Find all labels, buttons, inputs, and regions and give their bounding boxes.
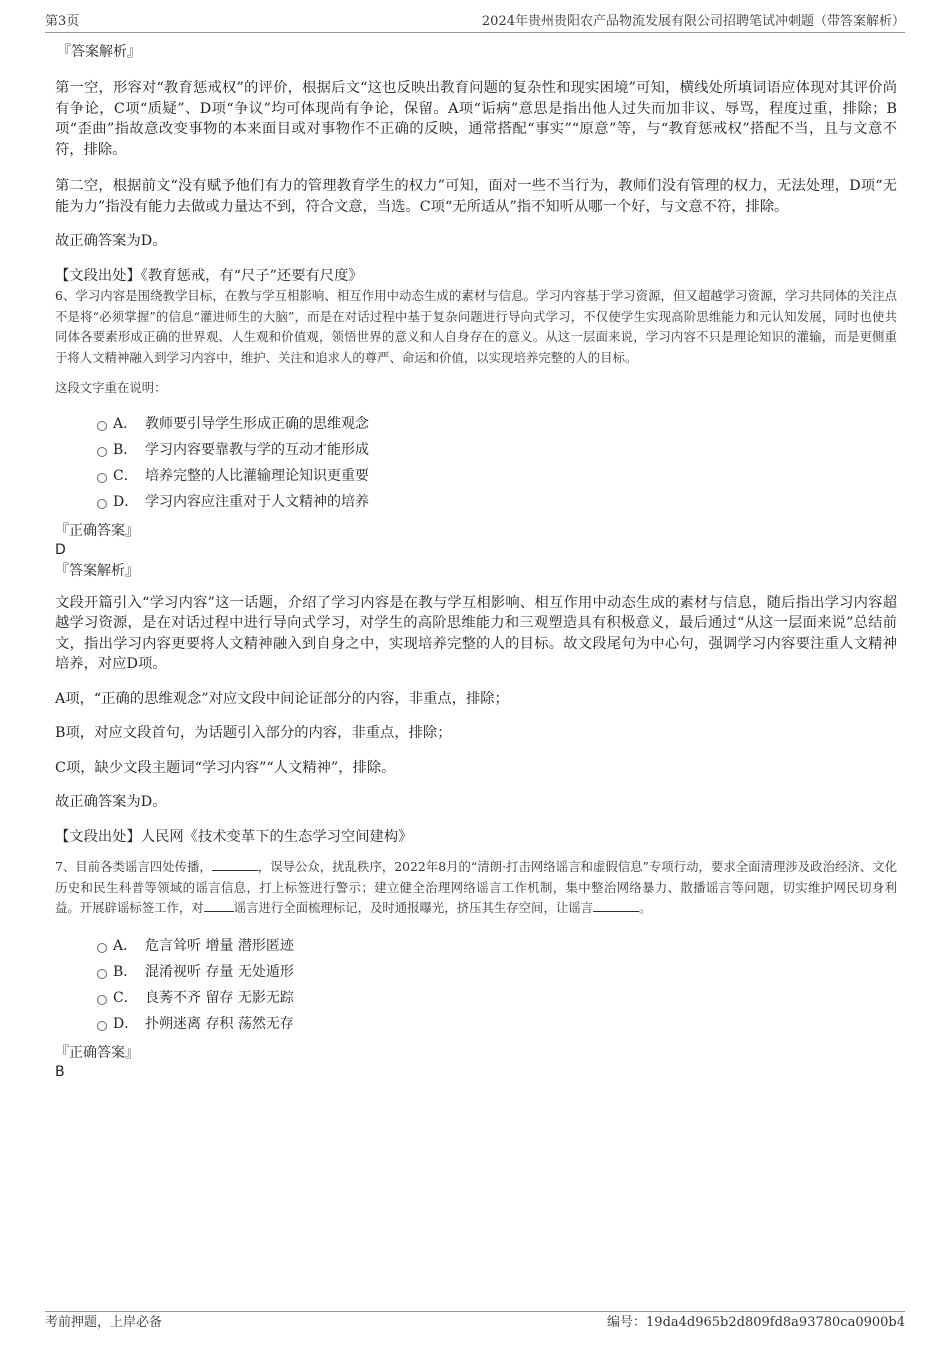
option-letter: A． [113, 937, 138, 954]
q7-blank-1 [212, 858, 258, 871]
q7-stem-part4: 。 [639, 900, 652, 915]
option-letter: C． [113, 989, 138, 1006]
q5-source: 【文段出处】《教育惩戒，有“尺子”还要有尺度》 [55, 267, 363, 284]
q7-stem-part2: ，误导公众，扰乱秩序，2022年8月的“清朗·打击网络谣言和虚假信息”专项行动，要求全面清理涉及政治经济、文化历史和民生科普等领域的谣言信息，打上标签进行警示；建立健全治理网络谣言工作机制，集中整治网络暴力、散播谣言等问题，切实维护网民切身利益。开展辟谣标签工作，对 [55, 859, 897, 915]
q6-option-b[interactable] [55, 437, 897, 463]
option-letter: B． [113, 441, 138, 458]
q6-answer-label: 『正确答案』 [55, 522, 139, 539]
q5-analysis-p2: 第二空，根据前文“没有赋予他们有力的管理教育学生的权力”可知，面对一些不当行为，教师们没有管理的权力，无法处理，D项“无能为力”指没有能力去做或力量达不到，符合文意，当选。C项“无所适从”指不知听从哪一个好，与文意不符，排除。 [55, 178, 897, 215]
option-letter: C． [113, 467, 138, 484]
option-text: 良莠不齐 留存 无影无踪 [145, 989, 294, 1006]
q5-conclusion: 故正确答案为D。 [55, 233, 167, 249]
q5-analysis-label: 『答案解析』 [57, 44, 141, 60]
option-letter: A． [113, 415, 138, 432]
q7-stem-part3: 谣言进行全面梳理标记，及时通报曝光，挤压其生存空间，让谣言 [233, 900, 594, 915]
q7-option-b[interactable] [55, 959, 897, 985]
option-letter: B． [113, 963, 138, 980]
q7-blank-2 [204, 899, 234, 912]
option-text: 培养完整的人比灌输理论知识更重要 [145, 467, 369, 484]
q6-analysis-a: A项，“正确的思维观念”对应文段中间论证部分的内容，非重点，排除； [55, 690, 509, 707]
page-header [45, 14, 905, 33]
option-text: 学习内容要靠教与学的互动才能形成 [145, 441, 369, 458]
q7-answer-label: 『正确答案』 [55, 1044, 139, 1061]
q6-question: 这段文字重在说明： [55, 380, 167, 395]
q5-analysis-p1: 第一空，形容对“教育惩戒权”的评价，根据后文“这也反映出教育问题的复杂性和现实困境”可知，横线处所填词语应体现对其评价尚有争论，C项“质疑”、D项“争议”均可体现尚有争论，保留。A项“诟病”意思是指出他人过失而加非议、辱骂，程度过重，排除；B项“歪曲”指故意改变事物的本来面目或对事物作不正确的反映，通常搭配“事实”“原意”等，与“教育惩戒权”搭配不当，且与文意不符，排除。 [55, 80, 897, 158]
radio-icon[interactable] [97, 1021, 107, 1031]
q7-answer: B [55, 1063, 65, 1080]
option-text: 混淆视听 存量 无处遁形 [145, 963, 294, 980]
q6-answer: D [55, 541, 66, 558]
radio-icon[interactable] [97, 943, 107, 953]
q7-option-c[interactable] [55, 985, 897, 1011]
q6-option-a[interactable] [55, 411, 897, 437]
radio-icon[interactable] [97, 473, 107, 483]
q7-options [55, 933, 897, 1037]
q6-analysis-c: C项，缺少文段主题词“学习内容”“人文精神”，排除。 [55, 759, 396, 776]
footer-slogan: 考前押题，上岸必备 [45, 1315, 163, 1330]
q6-option-c[interactable] [55, 463, 897, 489]
option-letter: D． [113, 1015, 139, 1032]
page-number: 第3页 [45, 14, 80, 29]
option-letter: D． [113, 493, 139, 510]
page-content [55, 42, 897, 1082]
option-text: 教师要引导学生形成正确的思维观念 [145, 415, 369, 432]
footer-serial: 编号：19da4d965b2d809fd8a93780ca0900b4 [607, 1315, 905, 1330]
q7-stem [55, 857, 897, 919]
q6-conclusion: 故正确答案为D。 [55, 794, 167, 810]
q6-stem: 6、学习内容是围绕教学目标，在教与学互相影响、相互作用中动态生成的素材与信息。学习内容基于学习资源，但又超越学习资源，学习共同体的关注点不是将“必须掌握”的信息“灌进师生的大脑”，而是在对话过程中基于复杂问题进行导向式学习，不仅使学生实现高阶思维能力和元认知发展，同时也使共同体各要素形成正确的世界观、人生观和价值观，领悟世界的意义和人自身存在的意义。从这一层面来说，学习内容不只是理论知识的灌输，而是更侧重于将人文精神融入到学习内容中，维护、关注和追求人的尊严、命运和价值，以实现培养完整的人的目标。 [55, 288, 897, 365]
option-text: 危言耸听 增量 潜形匿迹 [145, 937, 294, 954]
q6-analysis: 文段开篇引入“学习内容”这一话题，介绍了学习内容是在教与学互相影响、相互作用中动态生成的素材与信息，随后指出学习内容超越学习资源，是在对话过程中进行导向式学习，对学生的高阶思维能力和三观塑造具有积极意义，最后通过“从这一层面来说”总结前文，指出学习内容更要将人文精神融入到自身之中，实现培养完整的人的目标。故文段尾句为中心句，强调学习内容要注重人文精神培养，对应D项。 [55, 594, 897, 672]
option-text: 扑朔迷离 存积 荡然无存 [145, 1015, 294, 1032]
q7-option-d[interactable] [55, 1011, 897, 1037]
option-text: 学习内容应注重对于人文精神的培养 [145, 493, 369, 510]
radio-icon[interactable] [97, 447, 107, 457]
radio-icon[interactable] [97, 499, 107, 509]
q6-options [55, 411, 897, 515]
q6-source: 【文段出处】人民网《技术变革下的生态学习空间建构》 [55, 828, 413, 845]
q7-stem-part1: 7、目前各类谣言四处传播， [55, 859, 212, 874]
q7-option-a[interactable] [55, 933, 897, 959]
radio-icon[interactable] [97, 421, 107, 431]
q7-blank-3 [593, 899, 639, 912]
radio-icon[interactable] [97, 995, 107, 1005]
page-footer [45, 1311, 905, 1332]
document-title: 2024年贵州贵阳农产品物流发展有限公司招聘笔试冲刺题（带答案解析） [481, 14, 905, 29]
q6-analysis-label: 『答案解析』 [55, 562, 139, 579]
q6-analysis-b: B项，对应文段首句，为话题引入部分的内容，非重点，排除； [55, 725, 452, 741]
q6-option-d[interactable] [55, 489, 897, 515]
radio-icon[interactable] [97, 969, 107, 979]
